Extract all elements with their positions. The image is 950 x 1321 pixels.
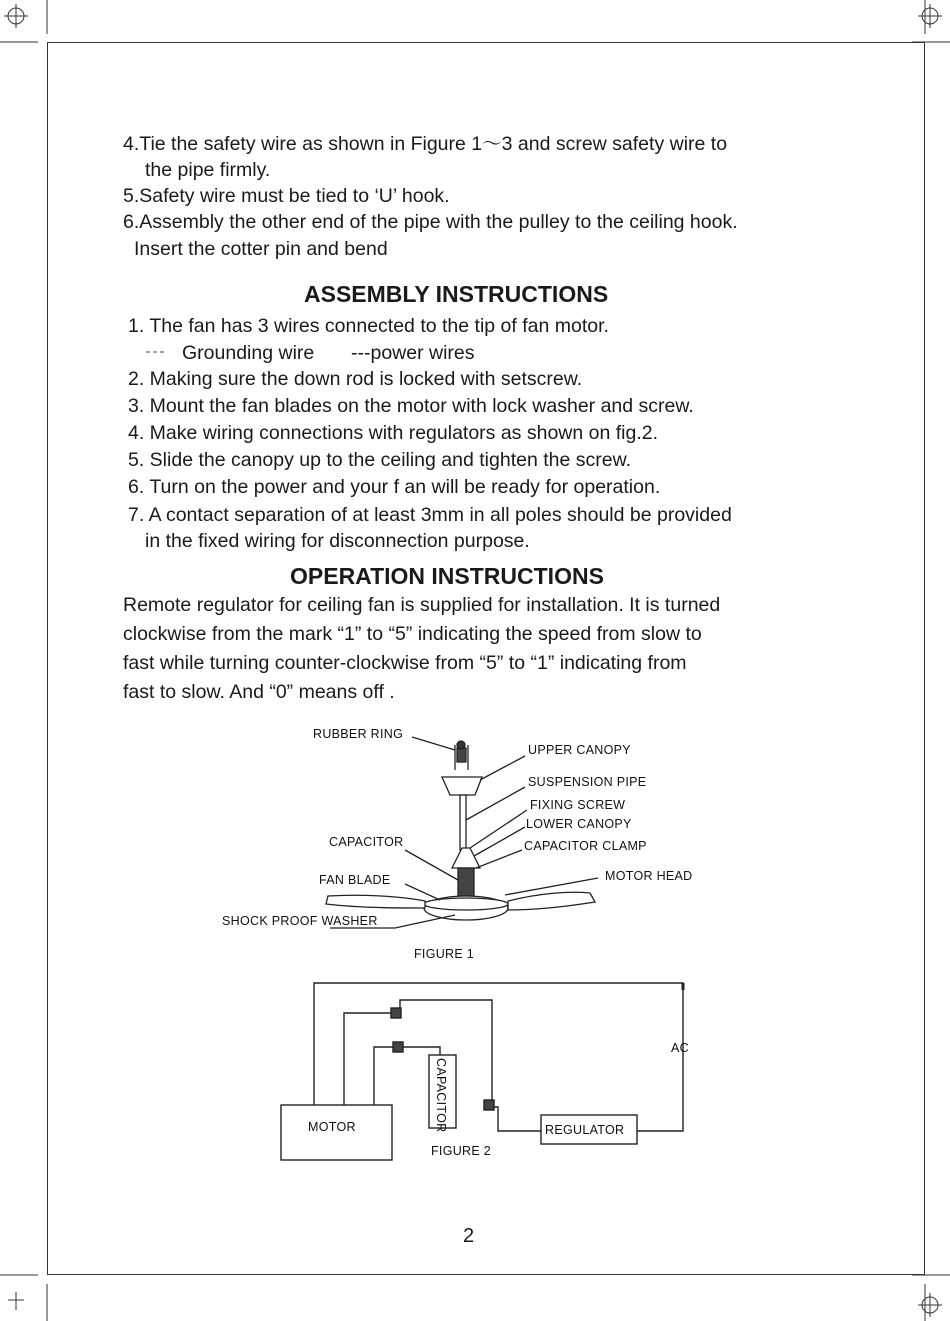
label-upper-canopy: UPPER CANOPY <box>528 743 631 757</box>
intro-step-6: 6.Assembly the other end of the pipe with the pulley to the ceiling hook. <box>123 211 738 233</box>
label-fan-blade: FAN BLADE <box>319 873 391 887</box>
wire-cap-top <box>400 1047 440 1055</box>
operation-line-4: fast to slow. And “0” means off . <box>123 681 395 703</box>
figure-2-caption: FIGURE 2 <box>431 1144 492 1158</box>
wire-cap-regulator <box>492 1107 541 1131</box>
label-shock-proof-washer: SHOCK PROOF WASHER <box>222 914 378 928</box>
label-lower-canopy: LOWER CANOPY <box>526 817 632 831</box>
connector-1 <box>391 1008 401 1018</box>
wire-motor-2 <box>374 1047 394 1105</box>
power-wires-label: ---power wires <box>351 342 475 364</box>
connector-2 <box>393 1042 403 1052</box>
intro-step-6-cont: Insert the cotter pin and bend <box>134 238 388 260</box>
page-number: 2 <box>463 1225 475 1247</box>
operation-line-1: Remote regulator for ceiling fan is supplied for installation. It is turned <box>123 594 721 616</box>
intro-step-4: 4.Tie the safety wire as shown in Figure 1～3 and screw safety wire to <box>123 133 728 155</box>
assembly-step-7: 7. A contact separation of at least 3mm in all poles should be provided <box>128 504 732 526</box>
intro-step-4-cont: the pipe firmly. <box>145 159 271 181</box>
label-rubber-ring: RUBBER RING <box>313 727 404 741</box>
connector-3 <box>484 1100 494 1110</box>
label-capacitor: CAPACITOR <box>329 835 404 849</box>
assembly-step-5: 5. Slide the canopy up to the ceiling and tighten the screw. <box>128 449 632 471</box>
label-suspension-pipe: SUSPENSION PIPE <box>528 775 647 789</box>
label-fixing-screw: FIXING SCREW <box>530 798 626 812</box>
assembly-step-4: 4. Make wiring connections with regulators as shown on fig.2. <box>128 422 659 444</box>
label-ac: AC <box>671 1041 689 1055</box>
grounding-wire-label: Grounding wire <box>182 342 315 364</box>
assembly-step-7-cont: in the fixed wiring for disconnection purpose. <box>145 530 530 552</box>
assembly-step-6: 6. Turn on the power and your f an will be ready for operation. <box>128 476 661 498</box>
operation-line-2: clockwise from the mark “1” to “5” indicating the speed from slow to <box>123 623 702 645</box>
label-capacitor-vertical: CAPACITOR <box>434 1058 448 1133</box>
intro-step-5: 5.Safety wire must be tied to ‘U’ hook. <box>123 185 450 207</box>
assembly-heading: ASSEMBLY INSTRUCTIONS <box>304 281 609 307</box>
assembly-step-1: 1. The fan has 3 wires connected to the tip of fan motor. <box>128 315 609 337</box>
operation-line-3: fast while turning counter-clockwise from “5” to “1” indicating from <box>123 652 687 674</box>
assembly-step-3: 3. Mount the fan blades on the motor with lock washer and screw. <box>128 395 694 417</box>
operation-heading: OPERATION INSTRUCTIONS <box>290 563 604 589</box>
figure-1-caption: FIGURE 1 <box>414 947 475 961</box>
label-motor-head: MOTOR HEAD <box>605 869 693 883</box>
wire-motor-1 <box>344 1013 393 1105</box>
label-regulator: REGULATOR <box>545 1123 625 1137</box>
assembly-step-2: 2. Making sure the down rod is locked with setscrew. <box>128 368 583 390</box>
label-capacitor-clamp: CAPACITOR CLAMP <box>524 839 647 853</box>
label-motor: MOTOR <box>308 1120 356 1134</box>
